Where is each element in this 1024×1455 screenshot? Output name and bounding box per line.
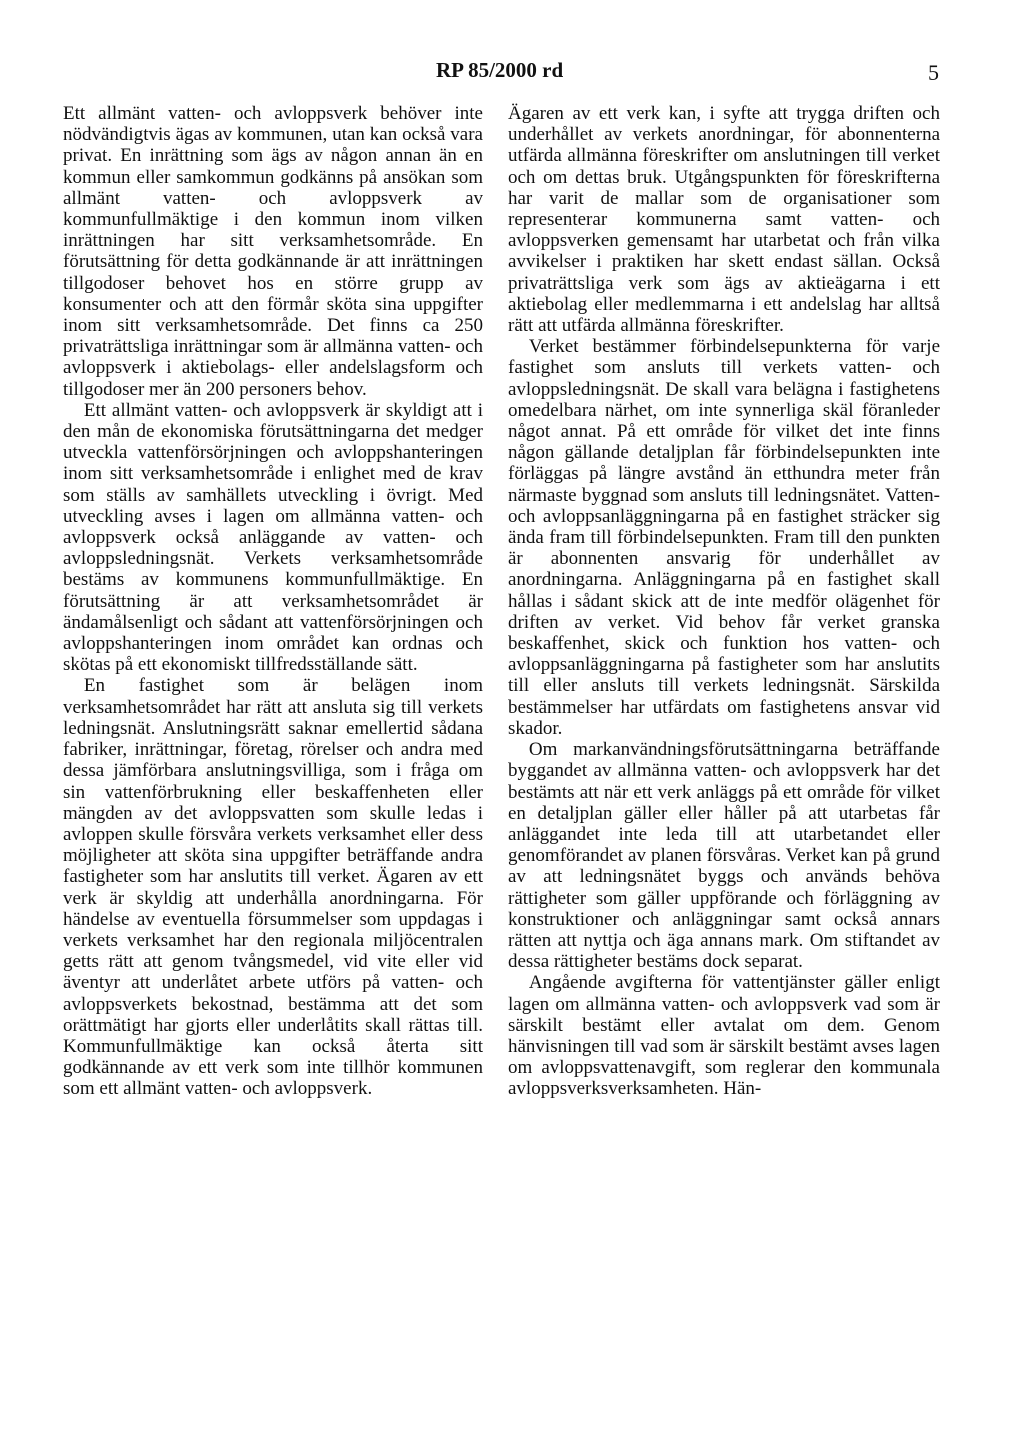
paragraph: En fastighet som är belägen inom verksamhetsområdet har rätt att ansluta sig till verkets ledningsnät. Anslutningsrätt saknar emellertid sådana fabriker, inrättningar, företag, rörelser och andra med dessa jämförbara anslutningsvilliga, som i fråga om sin vattenförbrukning eller beskaffenheten eller mängden av det avloppsvatten som skulle ledas i avloppen skulle försvåra verkets verksamhet eller dess möjligheter att sköta sina uppgifter beträffande andra fastigheter som har anslutits till verket. Ägaren av ett verk är skyldig att underhålla anordningarna. För händelse av eventuella försummelser som uppdagas i verkets verksamhet har den regionala miljöcentralen getts rätt att genom tvångsmedel, vid vite eller vid äventyr att underlåtet arbete utförs på vatten- och avloppsverkets bekostnad, bestämma att det som orättmätigt har gjorts eller underlåtits skall rättas till. Kommunfullmäktige kan också återta sitt godkännande av ett verk som inte tillhör kommunen som ett allmänt vatten- och avloppsverk.	[63, 675, 483, 1100]
page-number: 5	[928, 60, 939, 85]
paragraph: Angående avgifterna för vattentjänster gäller enligt lagen om allmänna vatten- och avloppsverk vad som är särskilt bestämt eller avtalat om dem. Genom hänvisningen till vad som är särskilt bestämt avses lagen om avloppsvattenavgift, som reglerar den kommunala avloppsverksverksamheten. Hän-	[508, 972, 940, 1100]
paragraph: Ägaren av ett verk kan, i syfte att trygga driften och underhållet av verkets anordningar, för abonnenterna utfärda allmänna föreskrifter om anslutningen till verket och om dettas bruk. Utgångspunkten för föreskrifterna har varit de mallar som de organisationer som representerar kommunerna samt vatten- och avloppsverken gemensamt har utarbetat och från vilka avvikelser i praktiken har skett endast sällan. Också privaträttsliga verk som ägs av aktieägarna i ett aktiebolag eller medlemmarna i ett andelslag har alltså rätt att utfärda allmänna föreskrifter.	[508, 103, 940, 337]
paragraph: Ett allmänt vatten- och avloppsverk behöver inte nödvändigtvis ägas av kommunen, utan kan också vara privat. En inrättning som ägs av någon annan än en kommun eller samkommun godkänns på ansökan som allmänt vatten- och avloppsverk av kommunfullmäktige i den kommun inom vilken inrättningen har sitt verksamhetsområde. En förutsättning för detta godkännande är att inrättningen tillgodoser behovet hos en större grupp av konsumenter och att den förmår sköta sina uppgifter inom sitt verksamhetsområde. Det finns ca 250 privaträttsliga inrättningar som är allmänna vatten- och avloppsverk i aktiebolags- eller andelslagsform och tillgodoser mer än 200 personers behov.	[63, 103, 483, 400]
left-column	[63, 103, 483, 1100]
paragraph: Ett allmänt vatten- och avloppsverk är skyldigt att i den mån de ekonomiska förutsättningarna det medger utveckla vattenförsörjningen och avloppshanteringen inom sitt verksamhetsområde i enlighet med de krav som ställs av samhällets utveckling i övrigt. Med utveckling avses i lagen om allmänna vatten- och avloppsverk också anläggande av vatten- och avloppsledningsnät. Verkets verksamhetsområde bestäms av kommunens kommunfullmäktige. En förutsättning är att verksamhetsområdet är ändamålsenligt och sådant att vattenförsörjningen och avloppshanteringen inom området kan ordnas och skötas på ett ekonomiskt tillfredsställande sätt.	[63, 399, 483, 676]
document-reference: RP 85/2000 rd	[436, 58, 564, 82]
paragraph: Om markanvändningsförutsättningarna beträffande byggandet av allmänna vatten- och avloppsverk har det bestämts att när ett verk anläggs på ett område för vilket en detaljplan gäller eller håller på att utarbetas får anläggandet inte leda till att utarbetandet eller genomförandet av planen försvåras. Verket kan på grund av att ledningsnätet byggs och används behöva rättigheter som gäller uppförande och förläggning av konstruktioner och anläggningar samt också annars rätten att nyttja och äga annans mark. Om stiftandet av dessa rättigheter bestäms dock separat.	[508, 739, 940, 973]
right-column	[508, 103, 940, 1100]
page-header	[0, 58, 1024, 88]
paragraph: Verket bestämmer förbindelsepunkterna för varje fastighet som ansluts till verkets vatten- och avloppsledningsnät. De skall vara belägna i fastighetens omedelbara närhet, om inte synnerliga skäl föranleder något annat. På ett område för vilket det inte finns någon gällande detaljplan får förbindelsepunkten inte förläggas på längre avstånd än etthundra meter från närmaste byggnad som ansluts till ledningsnätet. Vatten- och avloppsanläggningarna på en fastighet sträcker sig ända fram till förbindelsepunkten. Fram till den punkten är abonnenten ansvarig för underhållet av anordningarna. Anläggningarna på en fastighet skall hållas i sådant skick att de inte medför olägenhet för driften av verket. Vid behov får verket granska beskaffenhet, skick och funktion hos vatten- och avloppsanläggningarna på fastigheter som har anslutits till eller ansluts till verkets ledningsnät. Särskilda bestämmelser har utfärdats om fastighetens ansvar vid skador.	[508, 336, 940, 739]
